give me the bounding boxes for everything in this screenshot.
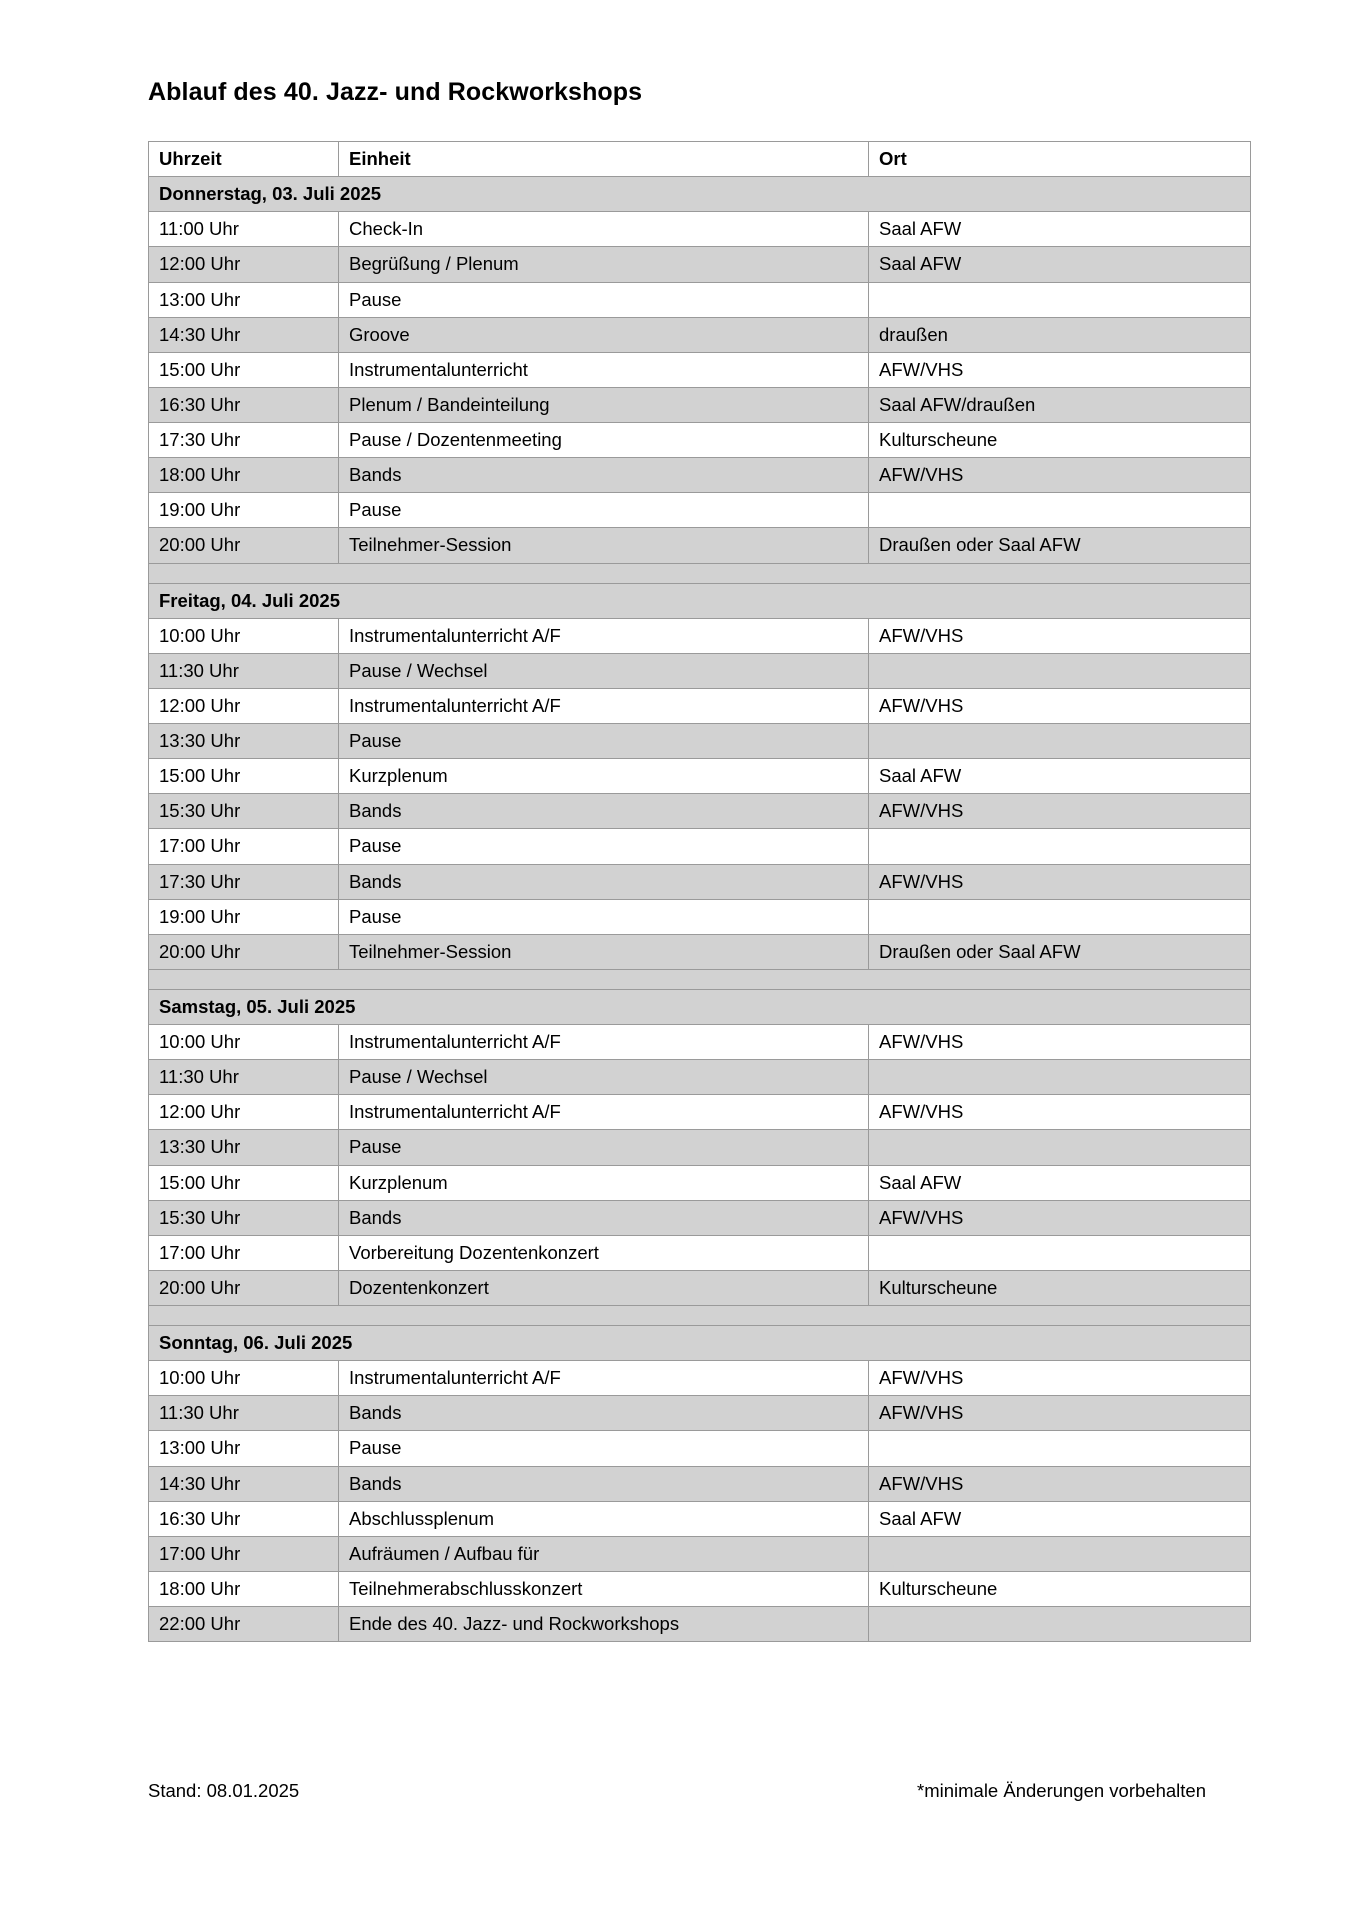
cell-time: 15:00 Uhr: [149, 759, 339, 794]
cell-time: 11:00 Uhr: [149, 212, 339, 247]
cell-location: Saal AFW/draußen: [869, 387, 1251, 422]
cell-location: [869, 1235, 1251, 1270]
cell-time: 10:00 Uhr: [149, 1025, 339, 1060]
table-row: [149, 899, 1251, 934]
cell-location: [869, 1536, 1251, 1571]
cell-location: Kulturscheune: [869, 1270, 1251, 1305]
cell-unit: Kurzplenum: [339, 759, 869, 794]
table-row: [149, 1607, 1251, 1642]
table-row: [149, 1095, 1251, 1130]
cell-unit: Instrumentalunterricht A/F: [339, 1361, 869, 1396]
cell-unit: Bands: [339, 1200, 869, 1235]
schedule-table-head: [149, 142, 1251, 177]
cell-location: AFW/VHS: [869, 458, 1251, 493]
cell-time: 10:00 Uhr: [149, 618, 339, 653]
cell-location: AFW/VHS: [869, 688, 1251, 723]
cell-location: [869, 1130, 1251, 1165]
day-header-row: [149, 177, 1251, 212]
cell-location: [869, 724, 1251, 759]
cell-unit: Bands: [339, 1396, 869, 1431]
day-header-label: Donnerstag, 03. Juli 2025: [149, 177, 1251, 212]
cell-time: 13:00 Uhr: [149, 282, 339, 317]
table-row: [149, 1431, 1251, 1466]
table-row: [149, 212, 1251, 247]
cell-time: 12:00 Uhr: [149, 1095, 339, 1130]
cell-time: 17:00 Uhr: [149, 829, 339, 864]
cell-location: Saal AFW: [869, 212, 1251, 247]
day-header-row: [149, 989, 1251, 1024]
cell-location: AFW/VHS: [869, 1361, 1251, 1396]
table-spacer-cell: [149, 563, 1251, 583]
page-title: Ablauf des 40. Jazz- und Rockworkshops: [148, 78, 643, 106]
cell-location: [869, 493, 1251, 528]
cell-time: 17:00 Uhr: [149, 1536, 339, 1571]
cell-time: 17:30 Uhr: [149, 864, 339, 899]
cell-unit: Pause / Wechsel: [339, 653, 869, 688]
cell-time: 18:00 Uhr: [149, 458, 339, 493]
cell-unit: Kurzplenum: [339, 1165, 869, 1200]
cell-location: [869, 653, 1251, 688]
cell-location: Draußen oder Saal AFW: [869, 934, 1251, 969]
day-header-row: [149, 583, 1251, 618]
cell-unit: Dozentenkonzert: [339, 1270, 869, 1305]
cell-time: 11:30 Uhr: [149, 653, 339, 688]
cell-unit: Pause: [339, 1431, 869, 1466]
table-row: [149, 458, 1251, 493]
cell-time: 14:30 Uhr: [149, 1466, 339, 1501]
table-row: [149, 934, 1251, 969]
cell-unit: Teilnehmerabschlusskonzert: [339, 1571, 869, 1606]
cell-time: 10:00 Uhr: [149, 1361, 339, 1396]
page-footer: [148, 1780, 1258, 1802]
cell-location: Draußen oder Saal AFW: [869, 528, 1251, 563]
table-row: [149, 528, 1251, 563]
table-row: [149, 317, 1251, 352]
cell-unit: Vorbereitung Dozentenkonzert: [339, 1235, 869, 1270]
cell-time: 20:00 Uhr: [149, 528, 339, 563]
cell-unit: Pause: [339, 282, 869, 317]
cell-time: 13:30 Uhr: [149, 1130, 339, 1165]
table-row: [149, 618, 1251, 653]
cell-location: [869, 282, 1251, 317]
cell-time: 17:30 Uhr: [149, 423, 339, 458]
cell-time: 19:00 Uhr: [149, 899, 339, 934]
cell-time: 20:00 Uhr: [149, 934, 339, 969]
table-row: [149, 759, 1251, 794]
cell-location: draußen: [869, 317, 1251, 352]
cell-unit: Pause: [339, 724, 869, 759]
cell-unit: Instrumentalunterricht A/F: [339, 1095, 869, 1130]
cell-location: AFW/VHS: [869, 1466, 1251, 1501]
table-row: [149, 1165, 1251, 1200]
cell-time: 15:30 Uhr: [149, 794, 339, 829]
table-header-row: [149, 142, 1251, 177]
day-header-row: [149, 1326, 1251, 1361]
cell-time: 13:30 Uhr: [149, 724, 339, 759]
cell-location: AFW/VHS: [869, 1396, 1251, 1431]
column-header-unit: Einheit: [339, 142, 869, 177]
cell-unit: Check-In: [339, 212, 869, 247]
cell-unit: Instrumentalunterricht A/F: [339, 1025, 869, 1060]
cell-time: 14:30 Uhr: [149, 317, 339, 352]
table-spacer-row: [149, 563, 1251, 583]
cell-location: AFW/VHS: [869, 618, 1251, 653]
cell-location: [869, 1607, 1251, 1642]
cell-location: Saal AFW: [869, 247, 1251, 282]
cell-location: [869, 899, 1251, 934]
table-row: [149, 423, 1251, 458]
cell-unit: Teilnehmer-Session: [339, 934, 869, 969]
cell-unit: Begrüßung / Plenum: [339, 247, 869, 282]
cell-time: 15:00 Uhr: [149, 352, 339, 387]
cell-location: AFW/VHS: [869, 794, 1251, 829]
cell-unit: Pause: [339, 493, 869, 528]
cell-time: 16:30 Uhr: [149, 387, 339, 422]
cell-time: 15:30 Uhr: [149, 1200, 339, 1235]
cell-time: 19:00 Uhr: [149, 493, 339, 528]
cell-time: 12:00 Uhr: [149, 688, 339, 723]
cell-time: 11:30 Uhr: [149, 1396, 339, 1431]
table-row: [149, 864, 1251, 899]
cell-unit: Pause / Wechsel: [339, 1060, 869, 1095]
table-row: [149, 1270, 1251, 1305]
cell-unit: Aufräumen / Aufbau für: [339, 1536, 869, 1571]
table-row: [149, 1396, 1251, 1431]
cell-unit: Pause / Dozentenmeeting: [339, 423, 869, 458]
cell-location: Saal AFW: [869, 1501, 1251, 1536]
cell-location: Saal AFW: [869, 759, 1251, 794]
table-row: [149, 282, 1251, 317]
footer-status: Stand: 08.01.2025: [148, 1780, 300, 1801]
day-header-label: Samstag, 05. Juli 2025: [149, 989, 1251, 1024]
cell-time: 22:00 Uhr: [149, 1607, 339, 1642]
cell-location: [869, 829, 1251, 864]
cell-location: AFW/VHS: [869, 1200, 1251, 1235]
cell-unit: Instrumentalunterricht: [339, 352, 869, 387]
cell-location: Kulturscheune: [869, 423, 1251, 458]
cell-location: [869, 1431, 1251, 1466]
cell-unit: Abschlussplenum: [339, 1501, 869, 1536]
table-row: [149, 653, 1251, 688]
table-row: [149, 247, 1251, 282]
table-row: [149, 1361, 1251, 1396]
cell-location: Saal AFW: [869, 1165, 1251, 1200]
cell-unit: Pause: [339, 1130, 869, 1165]
cell-time: 17:00 Uhr: [149, 1235, 339, 1270]
column-header-location: Ort: [869, 142, 1251, 177]
schedule-table: [148, 141, 1251, 1642]
cell-time: 12:00 Uhr: [149, 247, 339, 282]
table-row: [149, 1060, 1251, 1095]
table-spacer-row: [149, 969, 1251, 989]
table-row: [149, 1025, 1251, 1060]
table-row: [149, 1130, 1251, 1165]
cell-unit: Instrumentalunterricht A/F: [339, 688, 869, 723]
table-row: [149, 352, 1251, 387]
cell-time: 11:30 Uhr: [149, 1060, 339, 1095]
cell-unit: Bands: [339, 1466, 869, 1501]
cell-unit: Pause: [339, 899, 869, 934]
table-spacer-cell: [149, 1306, 1251, 1326]
cell-unit: Bands: [339, 458, 869, 493]
day-header-label: Freitag, 04. Juli 2025: [149, 583, 1251, 618]
cell-location: AFW/VHS: [869, 1025, 1251, 1060]
cell-time: 20:00 Uhr: [149, 1270, 339, 1305]
table-row: [149, 1536, 1251, 1571]
cell-unit: Plenum / Bandeinteilung: [339, 387, 869, 422]
cell-unit: Instrumentalunterricht A/F: [339, 618, 869, 653]
cell-unit: Ende des 40. Jazz- und Rockworkshops: [339, 1607, 869, 1642]
cell-location: AFW/VHS: [869, 1095, 1251, 1130]
cell-unit: Bands: [339, 794, 869, 829]
cell-unit: Pause: [339, 829, 869, 864]
cell-location: Kulturscheune: [869, 1571, 1251, 1606]
table-row: [149, 387, 1251, 422]
schedule-table-body: [149, 177, 1251, 1642]
table-spacer-cell: [149, 969, 1251, 989]
cell-location: AFW/VHS: [869, 864, 1251, 899]
table-row: [149, 829, 1251, 864]
cell-unit: Teilnehmer-Session: [339, 528, 869, 563]
cell-location: [869, 1060, 1251, 1095]
table-row: [149, 1466, 1251, 1501]
footer-note: *minimale Änderungen vorbehalten: [917, 1780, 1206, 1801]
cell-time: 16:30 Uhr: [149, 1501, 339, 1536]
table-row: [149, 1501, 1251, 1536]
cell-unit: Groove: [339, 317, 869, 352]
cell-time: 18:00 Uhr: [149, 1571, 339, 1606]
table-row: [149, 493, 1251, 528]
cell-time: 15:00 Uhr: [149, 1165, 339, 1200]
table-row: [149, 1200, 1251, 1235]
table-row: [149, 794, 1251, 829]
cell-time: 13:00 Uhr: [149, 1431, 339, 1466]
column-header-time: Uhrzeit: [149, 142, 339, 177]
table-row: [149, 688, 1251, 723]
cell-location: AFW/VHS: [869, 352, 1251, 387]
table-row: [149, 1571, 1251, 1606]
table-spacer-row: [149, 1306, 1251, 1326]
table-row: [149, 1235, 1251, 1270]
day-header-label: Sonntag, 06. Juli 2025: [149, 1326, 1251, 1361]
table-row: [149, 724, 1251, 759]
cell-unit: Bands: [339, 864, 869, 899]
